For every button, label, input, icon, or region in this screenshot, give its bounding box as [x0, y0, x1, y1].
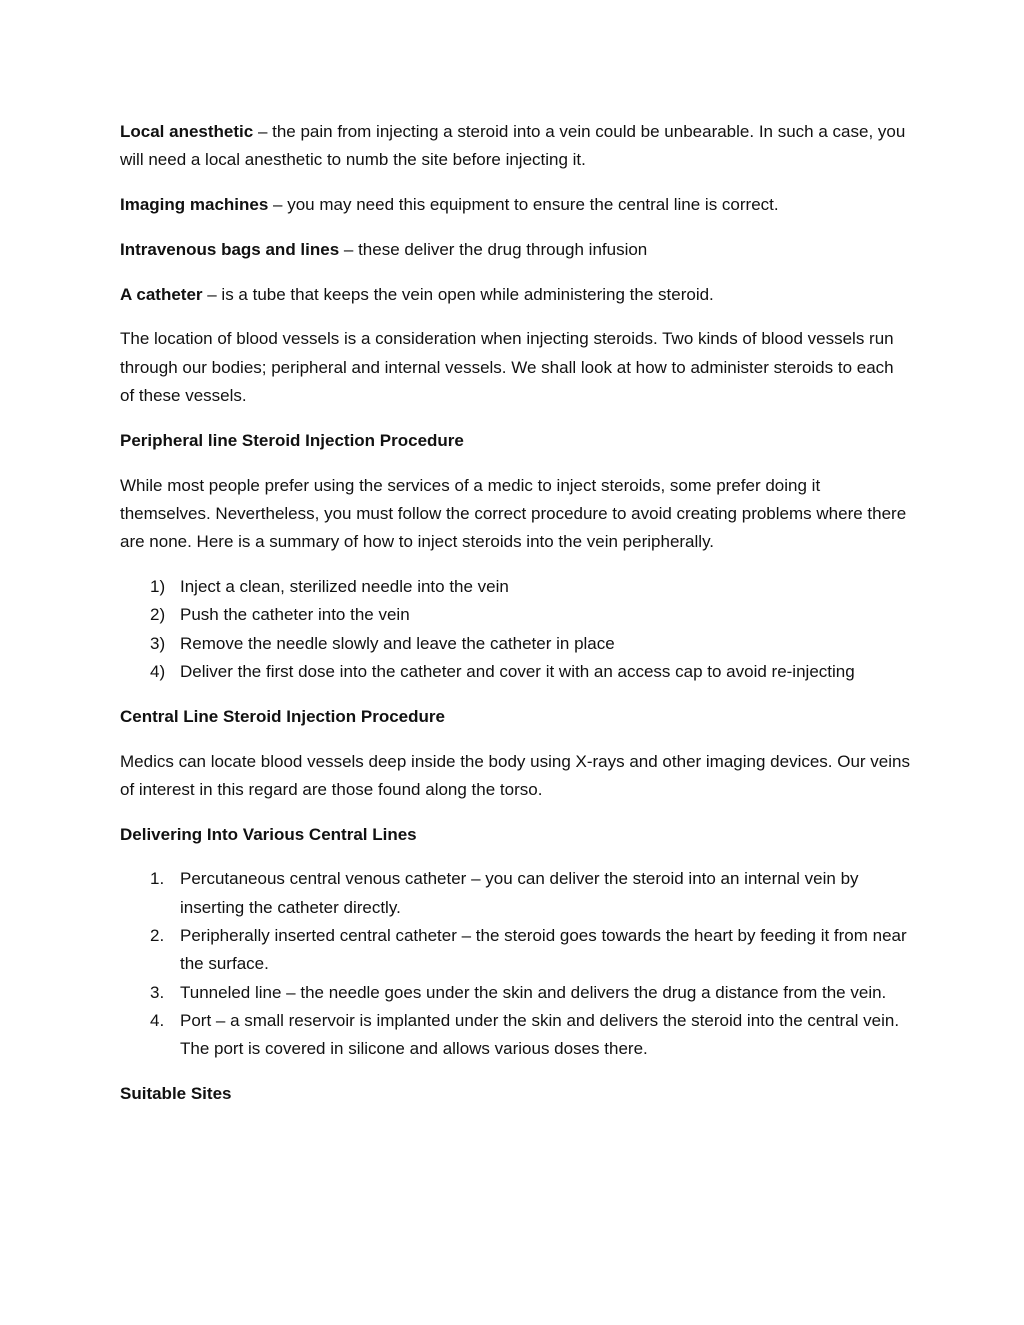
definition-text: – you may need this equipment to ensure the central line is correct. [268, 195, 779, 215]
list-text: Deliver the first dose into the catheter and cover it with an access cap to avoid re-injecting [180, 661, 855, 681]
list-text: Tunneled line – the needle goes under the skin and delivers the drug a distance from the vein. [180, 982, 887, 1002]
list-number: 1) [150, 577, 166, 597]
list-item [120, 1007, 910, 1064]
definition-text: – these deliver the drug through infusion [339, 239, 648, 259]
list-number: 2) [150, 605, 166, 625]
definition-intravenous-bags [120, 236, 910, 264]
list-text: Percutaneous central venous catheter – you can deliver the steroid into an internal vein by inserting the catheter directly. [180, 869, 859, 917]
list-item [120, 601, 910, 629]
list-text: Remove the needle slowly and leave the catheter in place [180, 633, 615, 653]
list-item [120, 573, 910, 601]
definition-term: Imaging machines [120, 195, 269, 215]
definition-text: – the pain from injecting a steroid into a vein could be unbearable. In such a case, you will need a local anesthetic to numb the site before injecting it. [120, 122, 906, 170]
central-paragraph: Medics can locate blood vessels deep inside the body using X-rays and other imaging devices. Our veins of interest in this regard are those found along the torso. [120, 751, 910, 799]
list-item [120, 979, 910, 1007]
list-text: Inject a clean, sterilized needle into the vein [180, 577, 509, 597]
list-item [120, 658, 910, 686]
definition-text: – is a tube that keeps the vein open while administering the steroid. [202, 284, 714, 304]
definition-term: A catheter [120, 284, 203, 304]
intro-paragraph: The location of blood vessels is a consideration when injecting steroids. Two kinds of blood vessels run through our bodies; peripheral and internal vessels. We shall look at how to administer steroids to each of these vessels. [120, 329, 894, 406]
definition-imaging-machines [120, 191, 910, 219]
list-text: Push the catheter into the vein [180, 605, 410, 625]
list-text: Port – a small reservoir is implanted under the skin and delivers the steroid into the central vein. The port is covered in silicone and allows various doses there. [180, 1010, 900, 1059]
list-item [120, 865, 910, 922]
list-number: 2. [150, 926, 165, 946]
list-text: Peripherally inserted central catheter – the steroid goes towards the heart by feeding it from near the surface. [180, 926, 907, 974]
peripheral-steps-list [120, 573, 910, 686]
list-number: 3. [150, 982, 165, 1002]
list-item [120, 630, 910, 658]
definition-local-anesthetic [120, 118, 910, 175]
list-number: 1. [150, 869, 165, 889]
definition-term: Intravenous bags and lines [120, 239, 340, 259]
central-lines-list [120, 865, 910, 1063]
peripheral-heading: Peripheral line Steroid Injection Procedure [120, 430, 464, 450]
list-item [120, 922, 910, 979]
definition-catheter [120, 281, 910, 309]
list-number: 3) [150, 633, 166, 653]
document-page [120, 118, 910, 1125]
suitable-sites-heading: Suitable Sites [120, 1084, 232, 1104]
list-number: 4) [150, 661, 166, 681]
list-number: 4. [150, 1010, 165, 1030]
delivering-heading: Delivering Into Various Central Lines [120, 824, 417, 844]
central-heading: Central Line Steroid Injection Procedure [120, 706, 445, 726]
definition-term: Local anesthetic [120, 122, 254, 141]
peripheral-paragraph: While most people prefer using the services of a medic to inject steroids, some prefer doing it themselves. Nevertheless, you must follow the correct procedure to avoid creating problems where there are none. Here is a summary of how to inject steroids into the vein peripherally. [120, 475, 907, 552]
